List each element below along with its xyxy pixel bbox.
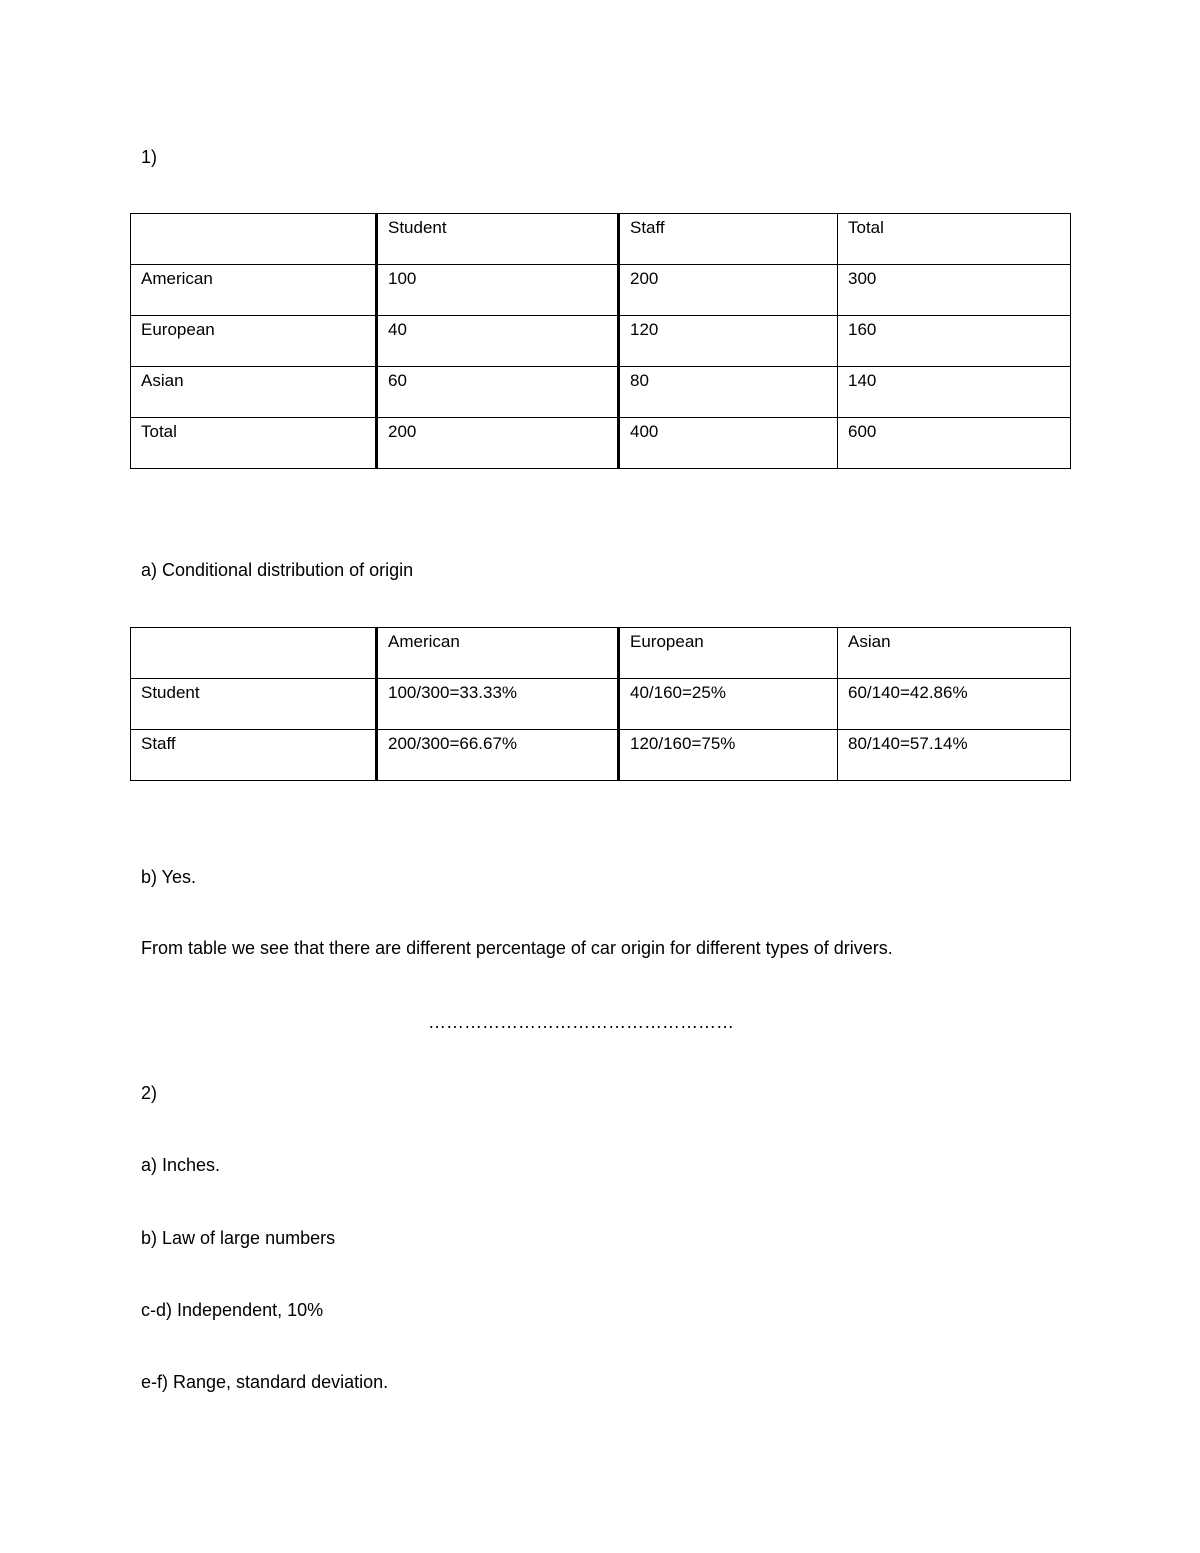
table-cell: 200/300=66.67% xyxy=(377,730,619,781)
answer-a: a) Inches. xyxy=(141,1155,221,1175)
table-cell: 100 xyxy=(377,265,619,316)
table-row xyxy=(131,679,1071,730)
question-2-label: 2) xyxy=(141,1083,158,1103)
table-cell: 80/140=57.14% xyxy=(838,730,1071,781)
table-row xyxy=(131,316,1071,367)
table-cell: 80 xyxy=(619,367,838,418)
table-cell: 120 xyxy=(619,316,838,367)
explanation-text: From table we see that there are different percentage of car origin for different types of drivers. xyxy=(141,938,893,958)
table-cell: 100/300=33.33% xyxy=(377,679,619,730)
table-row xyxy=(131,418,1071,469)
row-label-cell: Total xyxy=(131,418,377,469)
table-cell: 400 xyxy=(619,418,838,469)
table-header-cell: American xyxy=(377,628,619,679)
part-a-heading: a) Conditional distribution of origin xyxy=(141,560,414,580)
answer-b: b) Law of large numbers xyxy=(141,1228,336,1248)
answer-c-d: c-d) Independent, 10% xyxy=(141,1300,324,1320)
table-header-cell: Student xyxy=(377,214,619,265)
table-cell: 120/160=75% xyxy=(619,730,838,781)
row-label-cell: American xyxy=(131,265,377,316)
answer-e-f: e-f) Range, standard deviation. xyxy=(141,1372,389,1392)
table-header-cell: Staff xyxy=(619,214,838,265)
table-row xyxy=(131,265,1071,316)
conditional-distribution-table xyxy=(130,627,1071,781)
counts-table xyxy=(130,213,1071,469)
section-separator: …………………………………………… xyxy=(428,1012,734,1032)
table-cell: 40 xyxy=(377,316,619,367)
table-row xyxy=(131,367,1071,418)
table-header-cell: Total xyxy=(838,214,1071,265)
table-header-row xyxy=(131,628,1071,679)
row-label-cell: Student xyxy=(131,679,377,730)
table-cell: 160 xyxy=(838,316,1071,367)
table-cell: 200 xyxy=(619,265,838,316)
question-1-label: 1) xyxy=(141,147,158,167)
table-cell: 40/160=25% xyxy=(619,679,838,730)
row-label-cell: Asian xyxy=(131,367,377,418)
table-cell xyxy=(131,628,377,679)
table-cell: 60/140=42.86% xyxy=(838,679,1071,730)
table-header-row xyxy=(131,214,1071,265)
table-cell: 600 xyxy=(838,418,1071,469)
part-b-answer: b) Yes. xyxy=(141,867,197,887)
table-cell: 200 xyxy=(377,418,619,469)
table-header-cell: European xyxy=(619,628,838,679)
row-label-cell: European xyxy=(131,316,377,367)
table-cell: 300 xyxy=(838,265,1071,316)
table-cell: 140 xyxy=(838,367,1071,418)
row-label-cell: Staff xyxy=(131,730,377,781)
table-cell xyxy=(131,214,377,265)
table-header-cell: Asian xyxy=(838,628,1071,679)
table-cell: 60 xyxy=(377,367,619,418)
table-row xyxy=(131,730,1071,781)
